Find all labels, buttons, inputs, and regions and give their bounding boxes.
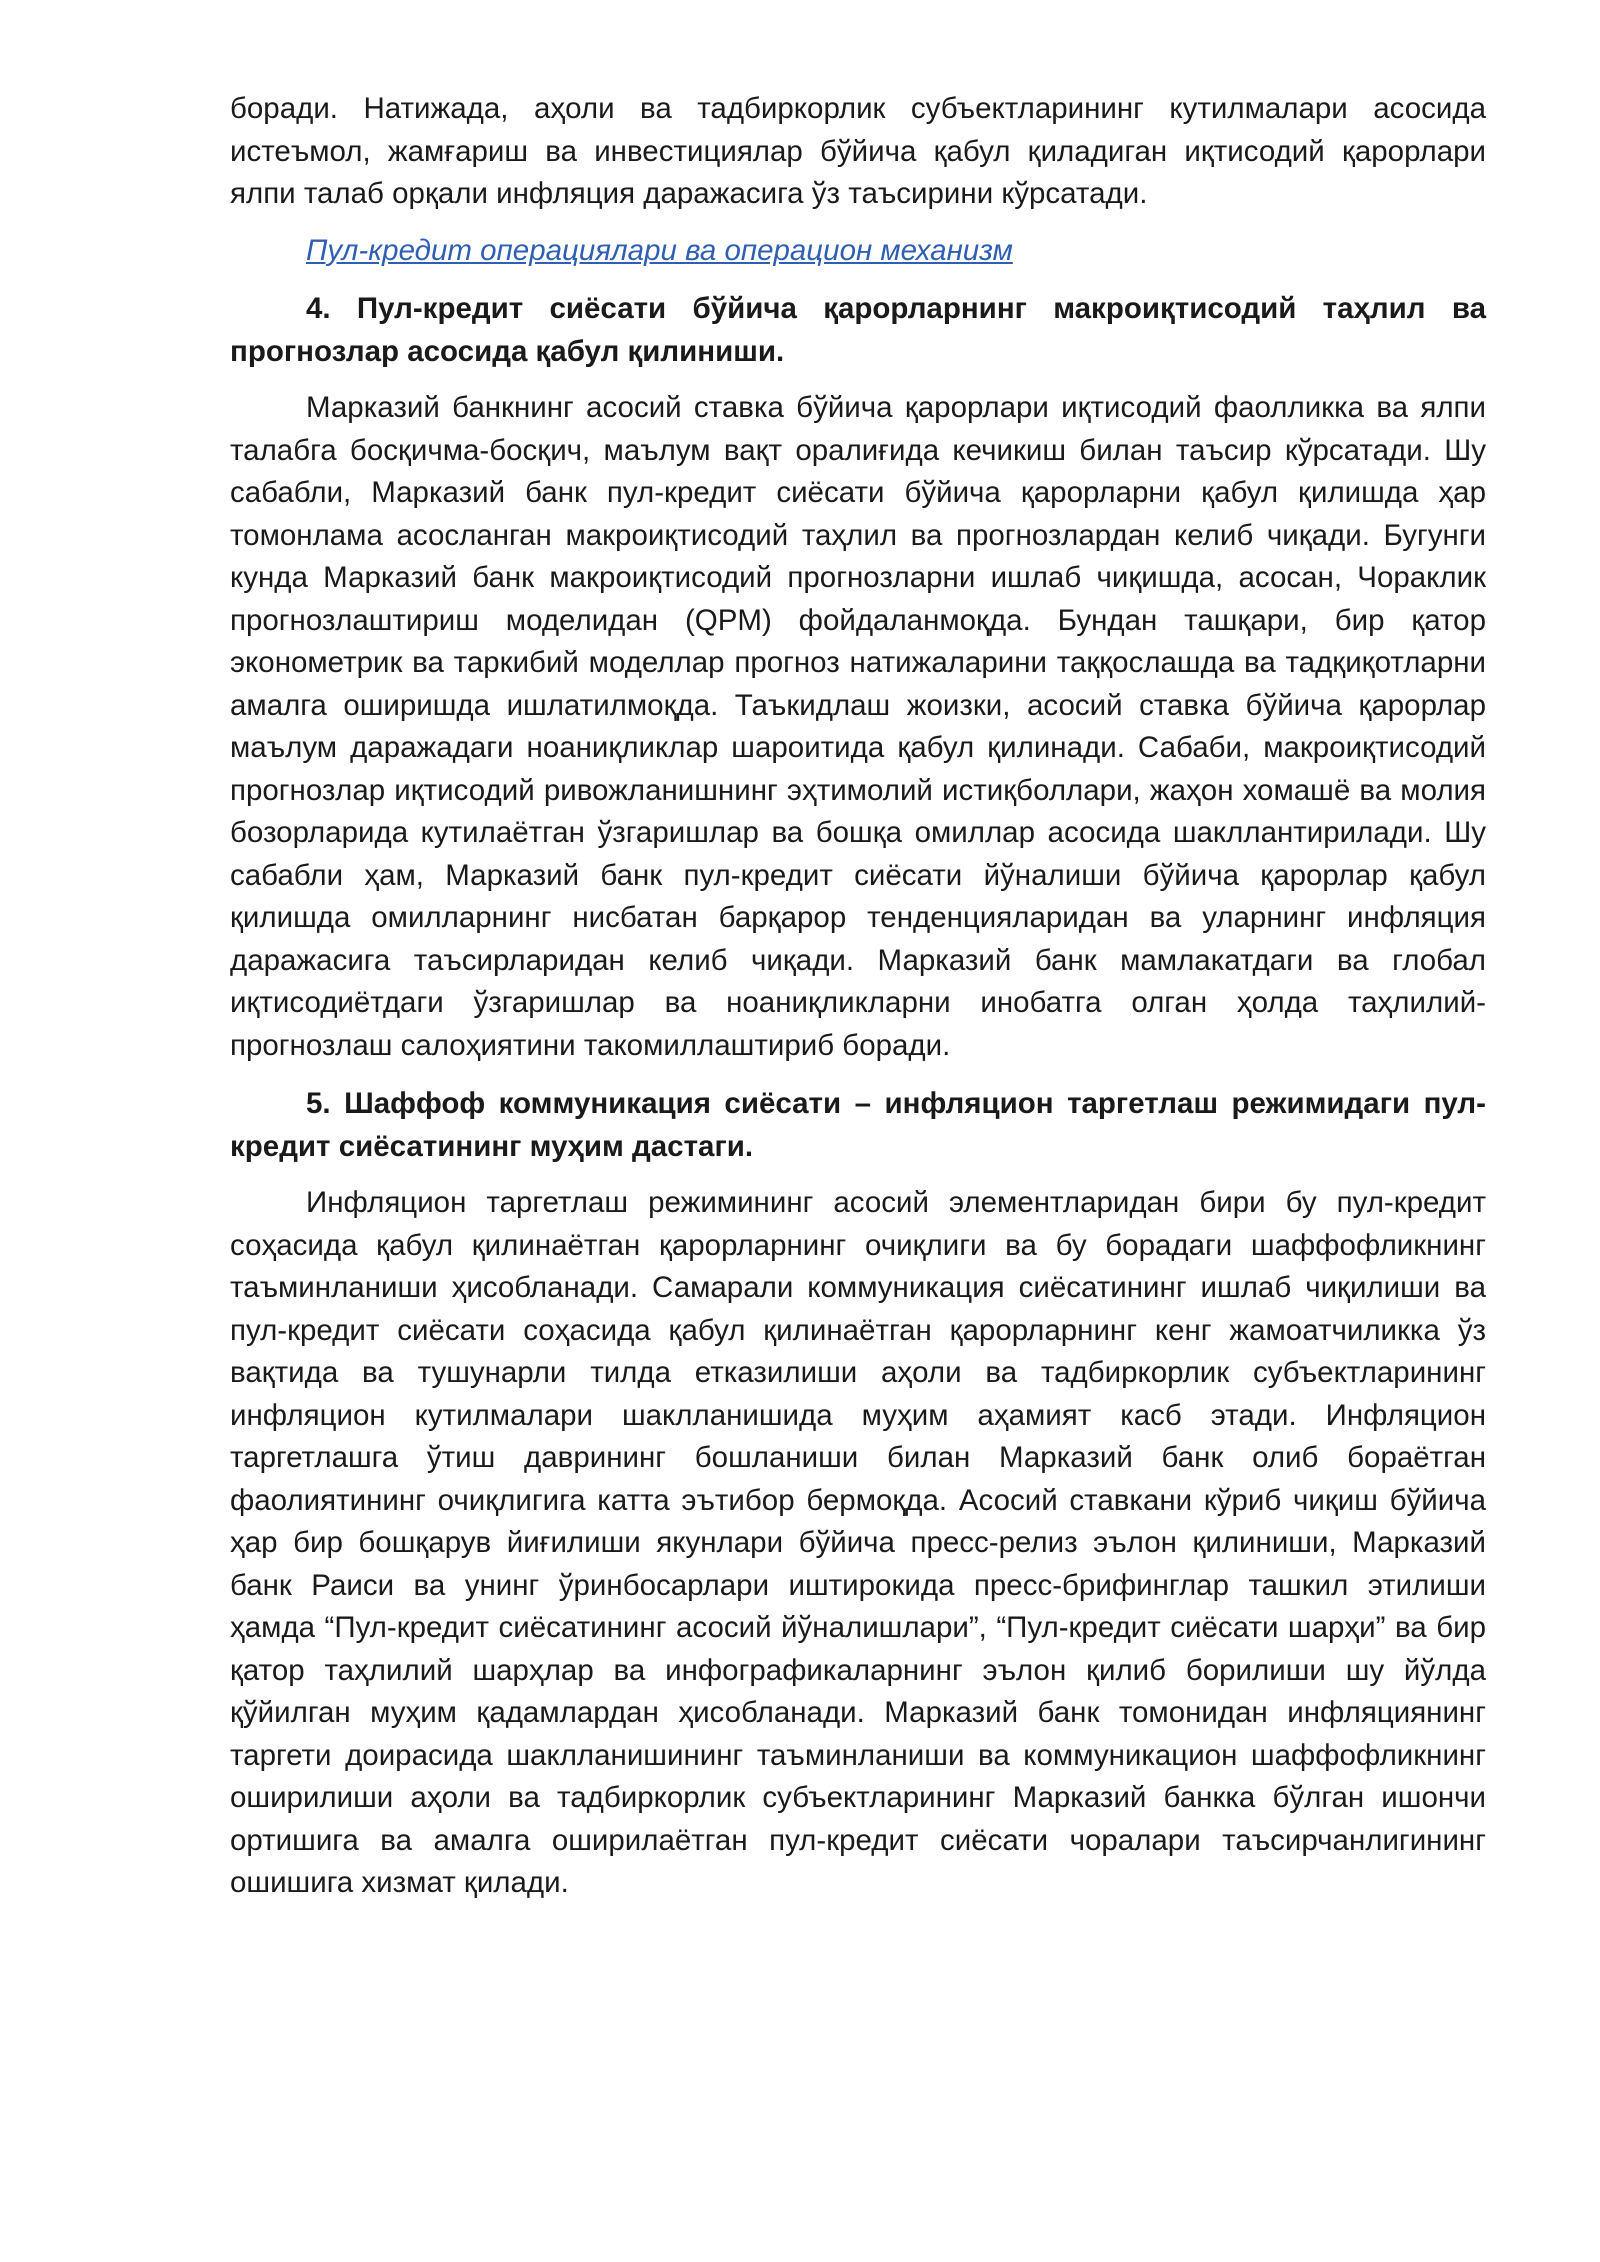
section-5-heading: 5. Шаффоф коммуникация сиёсати – инфляцион таргетлаш режимидаги пул-кредит сиёсатининг муҳим дастаги. [230,1087,1486,1163]
section-4-heading: 4. Пул-кредит сиёсати бўйича қарорларнинг макроиқтисодий таҳлил ва прогнозлар асосида қабул қилиниши. [230,292,1486,368]
section-4-paragraph: Марказий банкнинг асосий ставка бўйича қарорлари иқтисодий фаолликка ва ялпи талабга босқичма-босқич, маълум вақт оралиғида кечикиш билан таъсир кўрсатади. Шу сабабли, Марказий банк пул-кредит сиёсати бўйича қарорларни қабул қилишда ҳар томонлама асосланган макроиқтисодий таҳлил ва прогнозлардан келиб чиқади. Бугунги кунда Марказий банк макроиқтисодий прогнозларни ишлаб чиқишда, асосан, Чораклик прогнозлаштириш моделидан (QPM) фойдаланмоқда. Бундан ташқари, бир қатор эконометрик ва таркибий моделлар прогноз натижаларини таққослашда ва тадқиқотларни амалга оширишда ишлатилмоқда. Таъкидлаш жоизки, асосий ставка бўйича қарорлар маълум даражадаги ноаниқликлар шароитида қабул қилинади. Сабаби, макроиқтисодий прогнозлар иқтисодий ривожланишнинг эҳтимолий истиқболлари, жаҳон хомашё ва молия бозорларида кутилаётган ўзгаришлар ва бошқа омиллар асосида шакллантирилади. Шу сабабли ҳам, Марказий банк пул-кредит сиёсати йўналиши бўйича қарорлар қабул қилишда омилларнинг нисбатан барқарор тенденцияларидан ва уларнинг инфляция даражасига таъсирларидан келиб чиқади. Марказий банк мамлакатдаги ва глобал иқтисодиётдаги ўзгаришлар ва ноаниқликларни инобатга олган ҳолда таҳлилий-прогнозлаш салоҳиятини такомиллаштириб боради. [230,391,1486,1062]
link-line [230,230,1486,273]
document-page [230,88,1486,1905]
section-5-paragraph: Инфляцион таргетлаш режимининг асосий элементларидан бири бу пул-кредит соҳасида қабул қилинаётган қарорларнинг очиқлиги ва бу борадаги шаффофликнинг таъминланиши ҳисобланади. Самарали коммуникация сиёсатининг ишлаб чиқилиши ва пул-кредит сиёсати соҳасида қабул қилинаётган қарорларнинг кенг жамоатчиликка ўз вақтида ва тушунарли тилда етказилиши аҳоли ва тадбиркорлик субъектларининг инфляцион кутилмалари шаклланишида муҳим аҳамият касб этади. Инфляцион таргетлашга ўтиш даврининг бошланиши билан Марказий банк олиб бораётган фаолиятининг очиқлигига катта эътибор бермоқда. Асосий ставкани кўриб чиқиш бўйича ҳар бир бошқарув йиғилиши якунлари бўйича пресс-релиз эълон қилиниши, Марказий банк Раиси ва унинг ўринбосарлари иштирокида пресс-брифинглар ташкил этилиши ҳамда “Пул-кредит сиёсатининг асосий йўналишлари”, “Пул-кредит сиёсати шарҳи” ва бир қатор таҳлилий шарҳлар ва инфографикаларнинг эълон қилиб борилиши шу йўлда қўйилган муҳим қадамлардан ҳисобланади. Марказий банк томонидан инфляциянинг таргети доирасида шаклланишининг таъминланиши ва коммуникацион шаффофликнинг оширилиши аҳоли ва тадбиркорлик субъектларининг Марказий банкка бўлган ишончи ортишига ва амалга оширилаётган пул-кредит сиёсати чоралари таъсирчанлигининг ошишига хизмат қилади. [230,1186,1486,1899]
intro-paragraph: боради. Натижада, аҳоли ва тадбиркорлик субъектларининг кутилмалари асосида истеъмол, жамғариш ва инвестициялар бўйича қабул қиладиган иқтисодий қарорлари ялпи талаб орқали инфляция даражасига ўз таъсирини кўрсатади. [230,92,1486,210]
monetary-operations-link[interactable]: Пул-кредит операциялари ва операцион механизм [306,233,1013,267]
